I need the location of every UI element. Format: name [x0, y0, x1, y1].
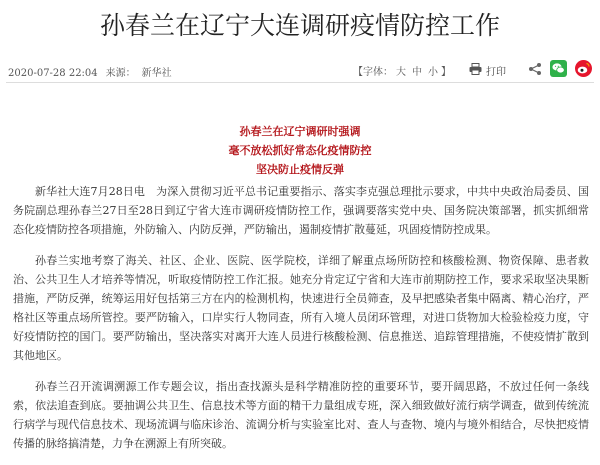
font-size-large[interactable]: 大 [396, 66, 406, 78]
article-paragraph: 孙春兰实地考察了海关、社区、企业、医院、医学院校，详细了解重点场所防控和核酸检测、物资保障、患者救治、公共卫生人才培养等情况，听取疫情防控工作汇报。她充分肯定辽宁省和大连市前期防控工作，要求采取坚决果断措施，严防反弹，统筹运用好包括第三方在内的检测机构，快速进行全员筛查，及早把感染者集中隔离、精心治疗，严格社区等重点场所管控。要严防输入，口岸实行人物同查，所有入境人员闭环管理，对进口货物加大检验检疫力度，守好疫情防控的国门。要严防输出，坚决落实对离开大连人员进行核酸检测、信息推送、追踪管理措施，不使疫情扩散到其他地区。 [13, 254, 589, 362]
article-meta [8, 64, 180, 79]
article-subheads [0, 122, 600, 179]
article-body [13, 182, 589, 465]
source-name: 新华社 [141, 68, 172, 79]
font-size-small[interactable]: 小 [428, 66, 438, 78]
subhead-line: 坚决防止疫情反弹 [256, 163, 344, 176]
article-tools [353, 61, 592, 79]
wechat-icon[interactable] [550, 60, 567, 80]
subhead-line: 孙春兰在辽宁调研时强调 [239, 125, 361, 138]
font-size-close: 】 [441, 66, 451, 78]
print-label: 打印 [486, 66, 506, 78]
font-size-label: 【字体： [353, 66, 393, 78]
share-icon[interactable] [528, 62, 542, 79]
subhead-line: 毫不放松抓好常态化疫情防控 [228, 144, 372, 157]
font-size-medium[interactable]: 中 [412, 66, 422, 78]
printer-icon [469, 63, 486, 78]
article-paragraph: 孙春兰召开流调溯源工作专题会议，指出查找源头是科学精准防控的重要环节，要开阔思路，不放过任何一条线索，依法追查到底。要抽调公共卫生、信息技术等方面的精干力量组成专班，深入细致做好流行病学调查，做到传统流行病学与现代信息技术、现场流调与临床诊治、流调分析与实验室比对、查人与查物、境内与境外相结合，尽快把疫情传播的脉络搞清楚，力争在溯源上有所突破。 [13, 380, 589, 450]
article-title: 孙春兰在辽宁大连调研疫情防控工作 [99, 11, 500, 40]
weibo-icon[interactable] [575, 60, 592, 80]
source-label: 来源： [105, 68, 136, 79]
article-meta-bar [6, 58, 594, 83]
font-size-selector [353, 63, 451, 78]
print-button[interactable] [469, 63, 506, 78]
article-paragraph: 新华社大连7月28日电 为深入贯彻习近平总书记重要指示、落实李克强总理批示要求，中共中央政治局委员、国务院副总理孙春兰27日至28日到辽宁省大连市调研疫情防控工作，强调要落实党中央、国务院决策部署，抓实抓细常态化疫情防控各项措施，外防输入、内防反弹，严防输出，遏制疫情扩散蔓延，巩固疫情防控成果。 [13, 185, 589, 236]
publish-date: 2020-07-28 22:04 [8, 68, 98, 79]
